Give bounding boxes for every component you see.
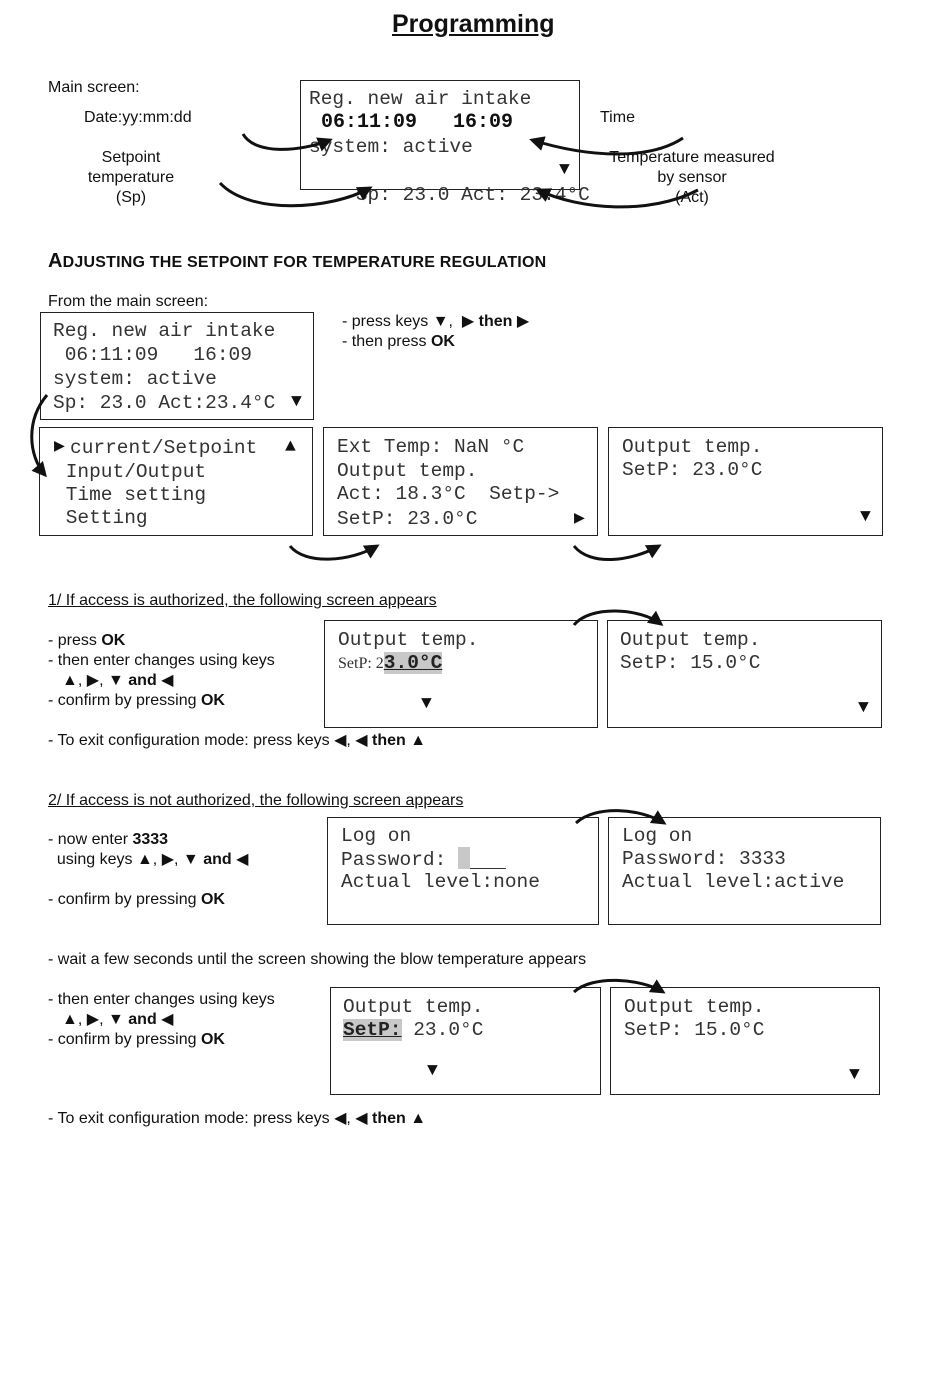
right-triangle-icon: ▶ [54, 437, 65, 457]
lcd-line: Password: 3333 [622, 848, 786, 870]
arrow-edit1 [574, 611, 661, 625]
lcd-line: Act: 18.3°C Setp-> [337, 483, 560, 505]
left-key-icon: ◀ [334, 732, 347, 749]
up-key-icon: ▲ [410, 732, 427, 749]
time-annotation: Time [600, 109, 635, 126]
key-sep: , [174, 851, 179, 868]
instruction-text: - To exit configuration mode: press keys [48, 732, 335, 749]
instruction-sep: , [448, 313, 462, 330]
right-triangle-icon: ▶ [574, 509, 585, 529]
down-triangle-icon: ▼ [849, 1065, 860, 1085]
arrow-login [576, 811, 664, 823]
down-triangle-icon: ▼ [427, 1061, 438, 1081]
left-key-icon: ◀ [161, 1011, 174, 1028]
down-triangle-icon: ▼ [559, 160, 570, 180]
password-label: Password: [341, 849, 459, 871]
main-screen-label: Main screen: [48, 79, 140, 96]
arrow-to-menu [32, 395, 47, 475]
lcd-line: Output temp. [338, 629, 479, 651]
from-main-label: From the main screen: [48, 293, 209, 310]
instruction-text: using keys [48, 851, 137, 868]
instruction-text: - To exit configuration mode: press keys [48, 1110, 335, 1127]
down-triangle-icon: ▼ [291, 392, 302, 412]
left-key-icon: ◀ [334, 1110, 347, 1127]
right-key-icon: ▶ [461, 313, 475, 330]
lcd-line: Ext Temp: NaN °C [337, 436, 525, 458]
left-key-icon: ◀ [161, 672, 174, 689]
part2-heading: 2/ If access is not authorized, the following screen appears [48, 792, 464, 809]
lcd-datetime: 06:11:09 16:09 [309, 111, 514, 134]
setp-label: SetP: 2 [338, 655, 384, 672]
lcd-sp-act-text: Sp: 23.0 Act: 23.4°C [355, 184, 590, 206]
down-key-icon: ▼ [107, 1011, 124, 1028]
lcd-line: system: active [309, 136, 473, 158]
down-key-icon: ▼ [182, 851, 199, 868]
and-label: and [128, 1011, 157, 1028]
instruction-text: - press keys [342, 313, 433, 330]
setpoint-annotation: Setpoint temperature (Sp) [87, 149, 175, 206]
section-heading-rest: DJUSTING THE SETPOINT FOR TEMPERATURE REGULATION [62, 254, 547, 271]
lcd-line: Output temp. [622, 436, 763, 458]
lcd-line: SetP: 15.0°C [620, 652, 761, 674]
ok-key-label: OK [200, 1031, 225, 1048]
lcd-line: Reg. new air intake [309, 88, 532, 110]
measured-annotation: Temperature measured by sensor (Act) [609, 149, 775, 206]
lcd-line: Log on [341, 825, 412, 847]
ok-key-label: OK [101, 632, 126, 649]
arrow-ext-to-output [574, 546, 659, 560]
up-key-icon: ▲ [62, 672, 78, 689]
then-label: then [372, 732, 406, 749]
down-key-icon: ▼ [107, 672, 124, 689]
instruction-then: then [474, 313, 517, 330]
setp-label-selected: SetP: [343, 1019, 402, 1041]
lcd-line: Actual level:none [341, 871, 540, 893]
arrow-measured [538, 190, 698, 207]
left-key-icon: ◀ [236, 851, 249, 868]
down-triangle-icon: ▼ [858, 698, 869, 718]
arrow-date [243, 134, 330, 149]
and-label: and [128, 672, 157, 689]
key-sep: , [77, 1011, 83, 1028]
setp-value: 23.0°C [401, 1019, 484, 1041]
ok-key-label: OK [430, 333, 455, 350]
key-sep: , [77, 672, 83, 689]
part1-enter-changes: - then enter changes using keys [48, 652, 275, 669]
wait-instruction: - wait a few seconds until the screen showing the blow temperature appears [48, 951, 587, 968]
section-heading-initial: A [48, 250, 63, 272]
key-sep: , [99, 672, 104, 689]
down-triangle-icon: ▼ [421, 694, 432, 714]
arrow-setpoint [220, 183, 370, 206]
arrow-edit2 [574, 980, 663, 992]
instruction-text: - confirm by pressing [48, 692, 201, 709]
lcd-line: SetP: 15.0°C [624, 1019, 765, 1041]
up-triangle-icon: ▲ [285, 437, 296, 457]
instruction-text: - press [48, 632, 102, 649]
left-key-icon: ◀ [355, 732, 368, 749]
right-key-icon: ▶ [86, 1011, 100, 1028]
left-key-icon: ◀ [355, 1110, 368, 1127]
down-triangle-icon: ▼ [860, 507, 871, 527]
up-key-icon: ▲ [136, 851, 153, 868]
menu-item: Input/Output [54, 461, 207, 483]
instruction-text: - then press [342, 333, 431, 350]
key-sep: , [346, 1110, 351, 1127]
down-key-icon: ▼ [432, 313, 449, 330]
then-label: then [372, 1110, 406, 1127]
up-key-icon: ▲ [410, 1110, 427, 1127]
right-key-icon: ▶ [161, 851, 174, 868]
lcd-line: Output temp. [620, 629, 761, 651]
menu-item: current/Setpoint [70, 437, 258, 459]
lcd-line: Log on [622, 825, 693, 847]
lcd-line: Actual level:active [622, 871, 845, 893]
menu-item: Time setting [54, 484, 207, 506]
lcd-line: 06:11:09 16:09 [53, 344, 252, 366]
part1-heading: 1/ If access is authorized, the following screen appears [48, 592, 437, 609]
lcd-line: SetP: 23.0°C [337, 508, 478, 530]
menu-item: Setting [54, 507, 148, 529]
key-sep: , [346, 732, 351, 749]
key-sep: , [99, 1011, 104, 1028]
setp-edit-value: 3.0°C [383, 652, 443, 674]
key-sep: , [152, 851, 158, 868]
up-key-icon: ▲ [62, 1011, 78, 1028]
lcd-line: Reg. new air intake [53, 320, 276, 342]
date-annotation: Date:yy:mm:dd [84, 109, 192, 126]
ok-key-label: OK [200, 891, 225, 908]
right-key-icon: ▶ [86, 672, 100, 689]
lcd-line: system: active [53, 368, 217, 390]
lcd-line: Output temp. [337, 460, 478, 482]
instruction-text: - confirm by pressing [48, 891, 201, 908]
lcd-line: Sp: 23.0 Act:23.4°C [53, 392, 276, 414]
arrow-menu-to-ext [290, 546, 377, 559]
page-title: Programming [392, 10, 555, 38]
lcd-line: SetP: 23.0°C [622, 459, 763, 481]
arrow-time [532, 138, 683, 154]
ok-key-label: OK [200, 692, 225, 709]
password-code: 3333 [132, 831, 169, 848]
instruction-text: - confirm by pressing [48, 1031, 201, 1048]
and-label: and [203, 851, 232, 868]
right-key-icon: ▶ [516, 313, 530, 330]
part2-enter-changes: - then enter changes using keys [48, 991, 275, 1008]
lcd-line: Output temp. [624, 996, 765, 1018]
instruction-text: - now enter [48, 831, 133, 848]
lcd-line: Output temp. [343, 996, 484, 1018]
